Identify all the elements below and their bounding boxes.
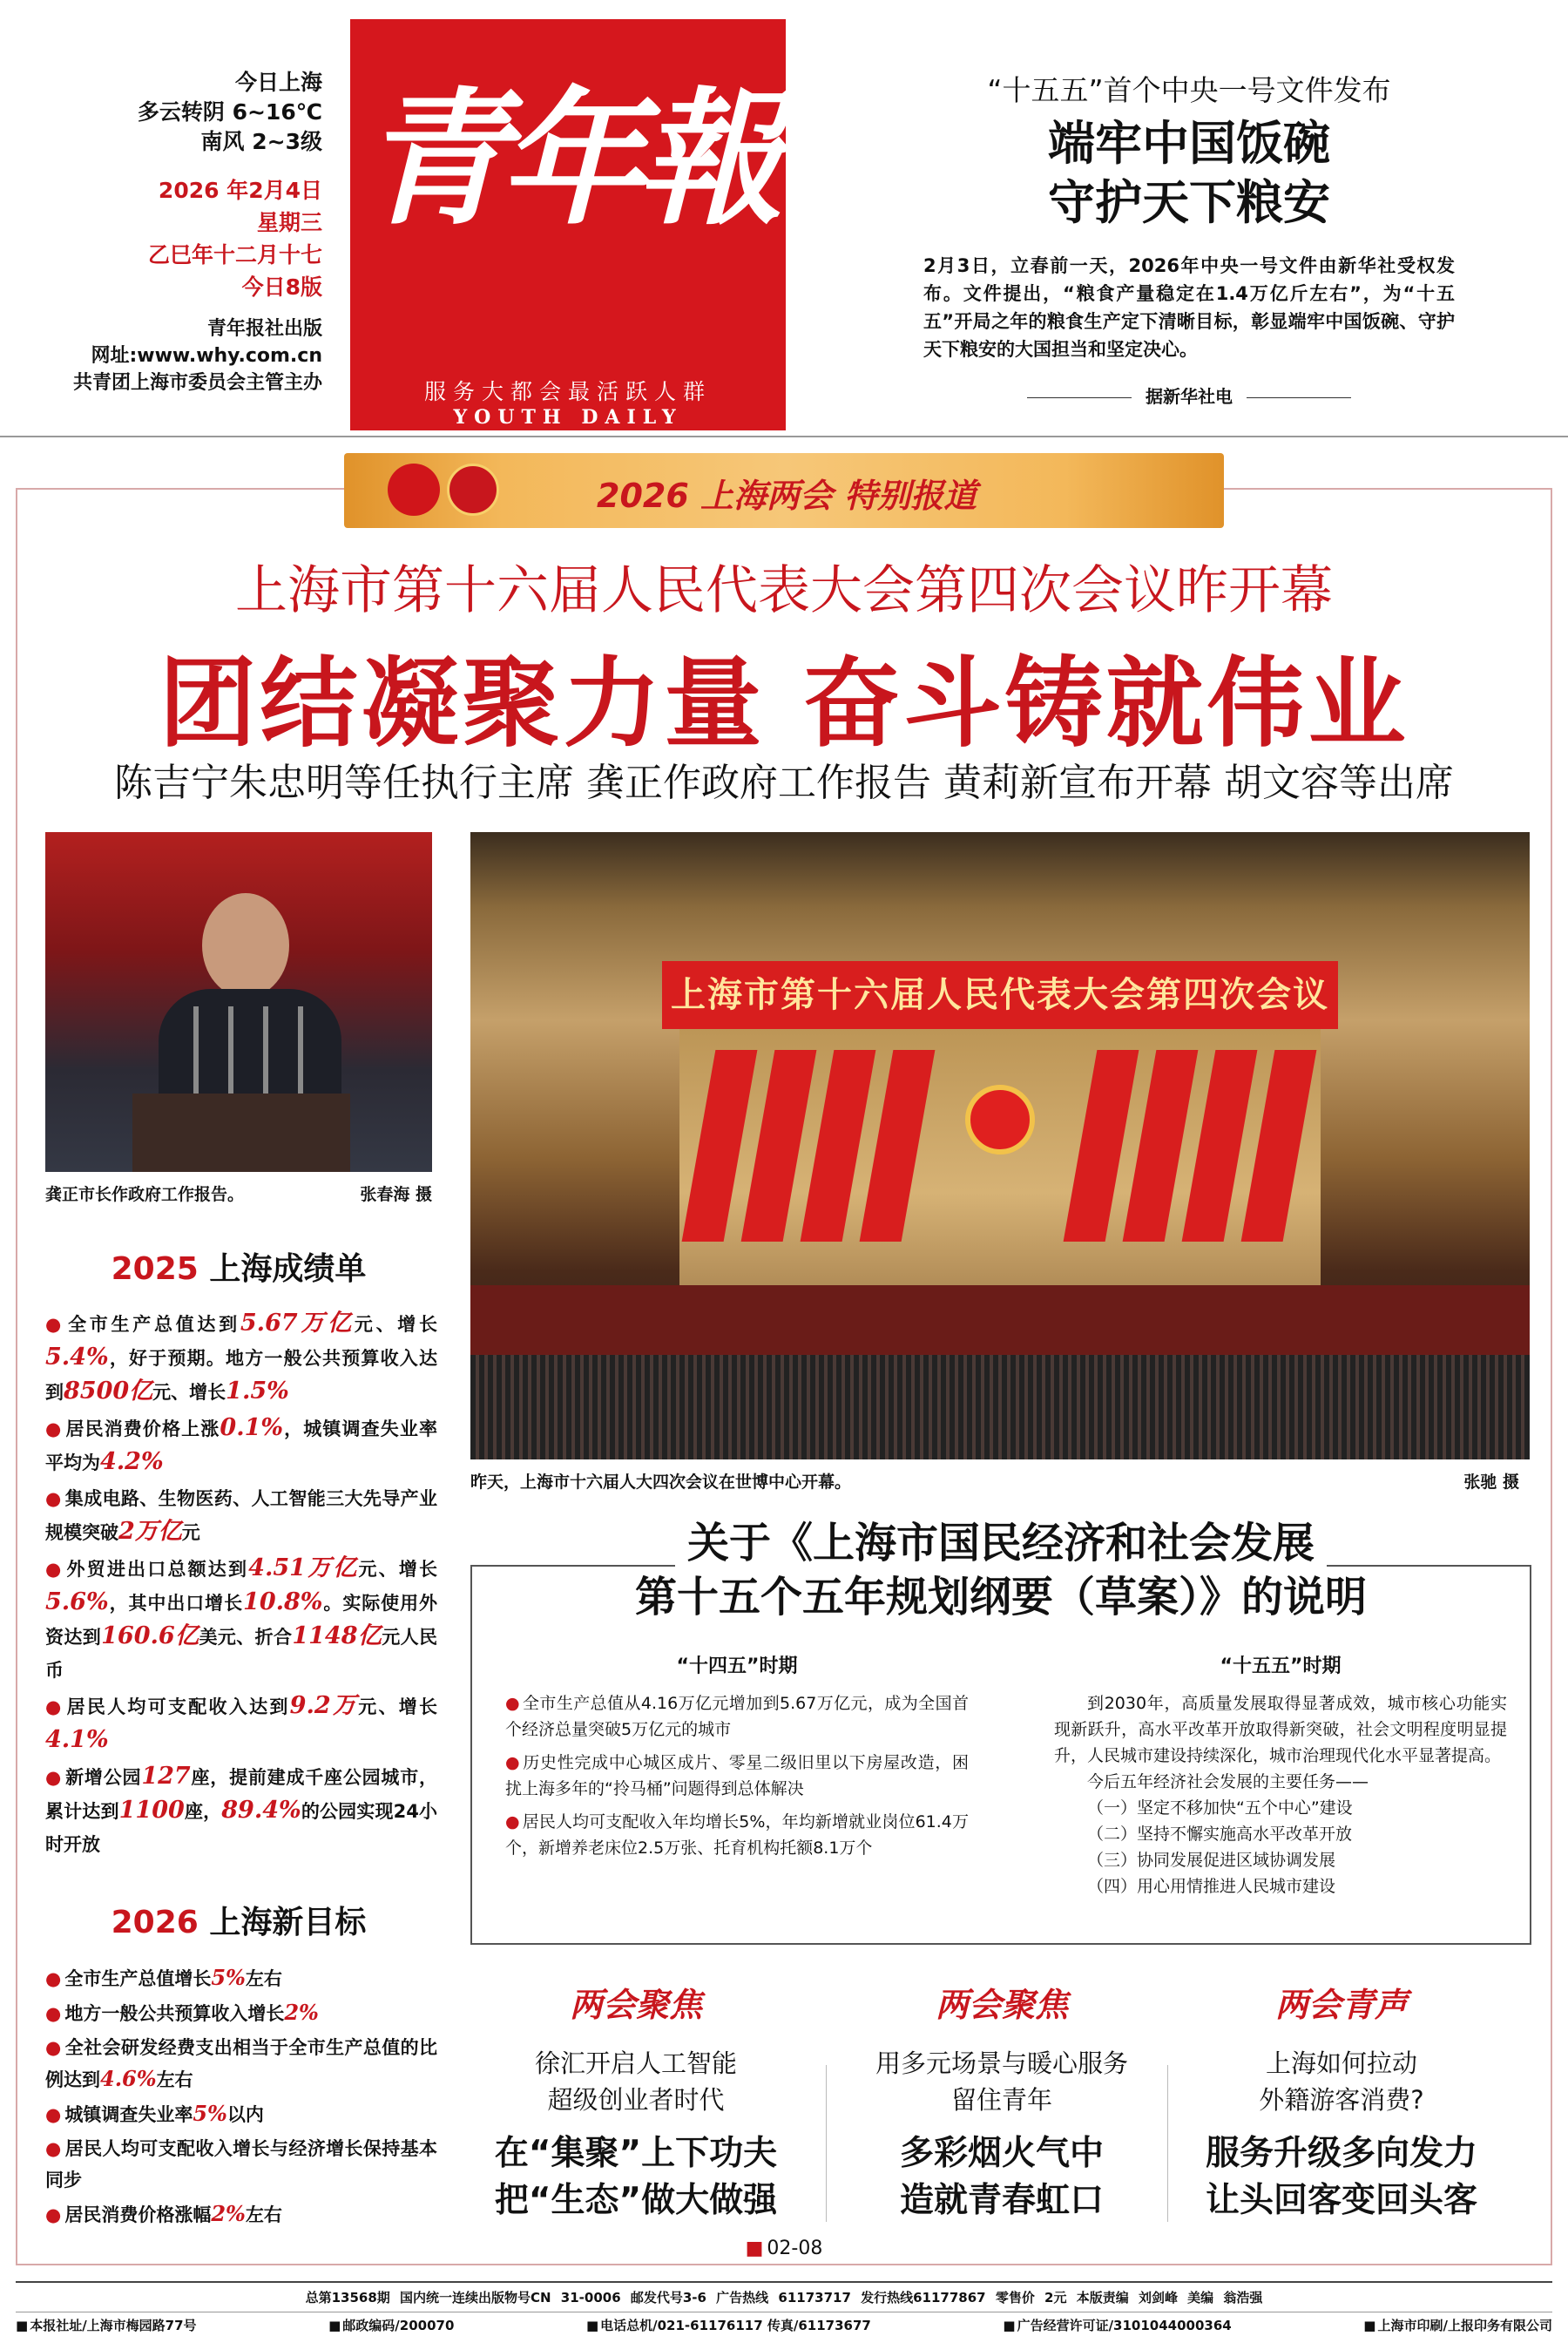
fact-text: 。实际使用外资达到 — [45, 1593, 438, 1648]
imprint-item: ■ 邮政编码/200070 — [328, 2316, 454, 2334]
highlight-figure: 5.4% — [45, 1344, 109, 1371]
imprint-item: ■ 电话总机/021-61176117 传真/61173677 — [586, 2316, 871, 2334]
fact-text: ，好于预期。地方一般公共预算收入达到 — [45, 1348, 437, 1403]
highlight-figure: 127 — [141, 1763, 191, 1790]
weather-block — [35, 68, 322, 157]
list-item: ● 全市生产总值从4.16万亿元增加到5.67万亿元，成为全国首个经济总量突破5万亿元的城市 — [505, 1690, 969, 1743]
fact-text: 全市生产总值达到 — [68, 1314, 240, 1335]
focus-headline — [836, 2130, 1167, 2224]
subtitle-line: 留住青年 — [950, 2085, 1052, 2115]
fact-item — [45, 1760, 437, 1861]
logo-english: YOUTH DAILY — [453, 406, 683, 429]
column-divider — [826, 2065, 827, 2222]
fact-text: 左右 — [245, 1968, 282, 1989]
fact-text: 元、增长 — [358, 1559, 438, 1580]
fact-text: 居民消费价格上涨 — [65, 1419, 220, 1439]
national-emblem-icon — [388, 464, 440, 516]
publisher-line: 网址:www.why.com.cn — [91, 345, 322, 367]
fifteenth-plan-column — [1054, 1654, 1507, 1899]
subtitle-line: 超级创业者时代 — [547, 2085, 725, 2115]
highlight-figure: 1148亿 — [292, 1622, 382, 1649]
fact-text: 居民人均可支配收入增长与经济增长保持基本同步 — [45, 2138, 438, 2190]
column-paragraph: 到2030年，高质量发展取得显著成效，城市核心功能实现新跃升，高水平改革开放取得新突破，社会文明程度明显提升，人民城市建设持续深化，城市治理现代化水平显著提高。 — [1054, 1694, 1507, 1765]
task-item: （一）坚定不移加快“五个中心”建设 — [1087, 1798, 1353, 1818]
focus-headline — [470, 2130, 801, 2224]
caption-text: 昨天，上海市十六届人大四次会议在世博中心开幕。 — [470, 1473, 852, 1492]
highlight-figure: 1.5% — [226, 1378, 289, 1405]
focus-teaser[interactable] — [470, 1978, 801, 2224]
fact-text: 元、增长 — [358, 1696, 438, 1717]
fact-item — [45, 1482, 437, 1549]
plan-explanation-title — [470, 1516, 1531, 1624]
lead-subhead: 陈吉宁朱忠明等任执行主席 龚正作政府工作报告 黄莉新宣布开幕 胡文容等出席 — [114, 761, 1454, 805]
top-article-kicker: “十五五”首个中央一号文件发布 — [987, 73, 1391, 107]
focus-tag: 两会聚焦 — [935, 1986, 1068, 2024]
fact-item — [45, 2098, 437, 2130]
imprint-item: ■ 广告经营许可证/3101044000364 — [1003, 2316, 1231, 2334]
fact-item — [45, 1997, 437, 2029]
highlight-figure: 9.2万 — [289, 1692, 359, 1719]
fact-text: 全社会研发经费支出相当于全市生产总值的比例达到 — [45, 2037, 438, 2090]
hall-rostrum — [470, 1285, 1530, 1355]
list-item: ● 居民人均可支配收入年均增长5%，年均新增就业岗位61.4万个，新增养老床位2.5万张、托育机构托额8.1万个 — [505, 1809, 969, 1861]
hall-banner: 上海市第十六届人民代表大会第四次会议 — [662, 961, 1338, 1029]
mayor-speech-photo — [45, 832, 432, 1172]
subtitle-line: 用多元场景与暖心服务 — [875, 2048, 1128, 2078]
caption-text: 龚正市长作政府工作报告。 — [45, 1185, 245, 1204]
focus-subtitle — [1176, 2045, 1507, 2118]
fact-text: 左右 — [245, 2204, 282, 2225]
fact-text: 元人民币 — [45, 1627, 438, 1681]
highlight-figure: 5% — [193, 2101, 227, 2126]
task-item: （四）用心用情推进人民城市建设 — [1087, 1877, 1336, 1896]
highlight-figure: 10.8% — [243, 1588, 323, 1615]
cppcc-emblem-icon — [447, 464, 499, 516]
highlight-figure: 160.6亿 — [101, 1622, 199, 1649]
headline-line: 在“集聚”上下功夫 — [494, 2134, 778, 2173]
subtitle-line: 上海如何拉动 — [1265, 2048, 1417, 2078]
section-year: 2026 — [111, 1905, 199, 1940]
photo-credit: 张驰 摄 — [1463, 1473, 1519, 1492]
focus-subtitle — [470, 2045, 801, 2118]
highlight-figure: 5% — [211, 1965, 246, 1990]
fact-text: 居民消费价格涨幅 — [64, 2204, 212, 2225]
highlight-figure: 2% — [211, 2201, 246, 2226]
weather-line: 多云转阴 6~16℃ — [137, 99, 322, 125]
fact-text: 座， — [184, 1801, 222, 1822]
fact-item — [45, 1307, 437, 1409]
fact-text: 全市生产总值增长 — [64, 1968, 212, 1989]
task-item: （三）协同发展促进区域协调发展 — [1087, 1851, 1336, 1870]
headline-line: 服务升级多向发力 — [1205, 2134, 1477, 2173]
subtitle-line: 徐汇开启人工智能 — [534, 2048, 737, 2078]
hall-audience — [470, 1355, 1530, 1459]
focus-teaser[interactable] — [836, 1978, 1167, 2224]
results-2025-title — [45, 1244, 432, 1289]
fact-text: 座，提前建成千座公园城市，累计达到 — [45, 1767, 438, 1822]
small-photo-caption — [45, 1182, 432, 1205]
imprint-item: ■ 上海市印刷/上报印务有限公司 — [1363, 2316, 1552, 2334]
highlight-figure: 0.1% — [220, 1414, 284, 1441]
column-divider — [1167, 2065, 1168, 2222]
page-range: ■ 02-08 — [746, 2238, 823, 2259]
highlight-figure: 1100 — [118, 1797, 185, 1824]
fact-item — [45, 2032, 437, 2096]
lead-headline: 团结凝聚力量 奋斗铸就伟业 — [159, 647, 1409, 761]
focus-tag: 两会青声 — [1274, 1986, 1408, 2024]
fact-text: 外贸进出口总额达到 — [66, 1559, 249, 1580]
fact-text: 的公园实现24小时开放 — [45, 1801, 437, 1855]
fact-text: 元、增长 — [152, 1382, 226, 1403]
masthead-info — [35, 68, 322, 396]
column-paragraph: 今后五年经济社会发展的主要任务—— — [1087, 1772, 1369, 1791]
headline-line: 造就青春虹口 — [899, 2181, 1104, 2220]
fact-text: ，城镇调查失业率平均为 — [45, 1419, 438, 1473]
targets-2026-title — [45, 1898, 432, 1942]
national-emblem-icon — [965, 1085, 1035, 1154]
date-line: 今日8版 — [241, 274, 322, 300]
top-article-body: 2月3日，立春前一天，2026年中央一号文件由新华社受权发布。文件提出，“粮食产量稳定在1.4万亿斤左右”，为“十五五”开局之年的粮食生产定下清晰目标，彰显端牢中国饭碗、守护天下粮安的大国担当和坚定决心。 — [923, 255, 1455, 360]
fact-text: 元 — [181, 1522, 200, 1543]
highlight-figure: 4.1% — [45, 1726, 109, 1753]
imprint-item: ■ 本报社址/上海市梅园路77号 — [16, 2316, 197, 2334]
results-2025-list — [45, 1307, 437, 1864]
imprint-line: 总第13568期 国内统一连续出版物号CN 31-0006 邮发代号3-6 广告热线 61173717 发行热线61177867 零售价 2元 本版责编 刘剑峰 美编 翁浩强 — [305, 2290, 1263, 2306]
targets-2026-list — [45, 1962, 437, 2233]
list-item: ● 历史性完成中心城区成片、零星二级旧里以下房屋改造，困扰上海多年的“拎马桶”问题得到总体解决 — [505, 1750, 969, 1802]
special-report-banner — [344, 453, 1224, 528]
top-article-headline — [923, 114, 1455, 233]
fact-text: 元、增长 — [354, 1314, 438, 1335]
date-block — [35, 174, 322, 303]
headline-line: 把“生态”做大做强 — [494, 2181, 778, 2220]
photo-credit: 张春海 摄 — [360, 1185, 432, 1204]
page-reference — [0, 2238, 1568, 2259]
highlight-figure: 5.67万亿 — [240, 1310, 355, 1337]
highlight-figure: 5.6% — [45, 1588, 109, 1615]
masthead-divider — [0, 436, 1568, 437]
fact-item — [45, 1962, 437, 1994]
fact-text: 居民人均可支配收入达到 — [66, 1696, 290, 1717]
photo-podium — [132, 1094, 350, 1172]
fact-text: 新增公园 — [65, 1767, 142, 1788]
congress-hall-photo — [470, 832, 1530, 1459]
highlight-figure: 8500亿 — [64, 1378, 153, 1405]
publisher-line: 共青团上海市委员会主管主办 — [72, 372, 322, 394]
weather-line: 南风 2~3级 — [200, 129, 322, 154]
logo-brand: 青年報 — [362, 72, 774, 245]
publisher-block — [35, 315, 322, 396]
highlight-figure: 2万亿 — [118, 1518, 182, 1545]
fact-text: 美元、折合 — [199, 1627, 293, 1648]
highlight-figure: 4.51万亿 — [248, 1554, 359, 1581]
section-title: 上海新目标 — [209, 1905, 367, 1940]
headline-line: 端牢中国饭碗 — [1048, 116, 1330, 171]
headline-line: 多彩烟火气中 — [899, 2134, 1104, 2173]
fact-item — [45, 1412, 437, 1479]
highlight-figure: 4.2% — [100, 1448, 164, 1475]
fourteenth-plan-column — [505, 1654, 969, 1868]
headline-line: 守护天下粮安 — [1048, 175, 1330, 230]
title-line: 第十五个五年规划纲要（草案）》的说明 — [623, 1573, 1379, 1622]
focus-subtitle — [836, 2045, 1167, 2118]
banner-text: 2026 上海两会 特别报道 — [597, 477, 977, 515]
top-article — [923, 68, 1455, 408]
column-heading: “十五五”时期 — [1220, 1656, 1342, 1677]
date-line: 乙巳年十二月十七 — [147, 242, 322, 267]
highlight-figure: 89.4% — [221, 1797, 301, 1824]
imprint-footer — [16, 2281, 1552, 2334]
weather-line: 今日上海 — [234, 70, 322, 95]
fact-item — [45, 2133, 437, 2196]
fact-text: 地方一般公共预算收入增长 — [64, 2003, 285, 2024]
fact-text: 城镇调查失业率 — [64, 2104, 193, 2125]
newspaper-logo — [350, 19, 786, 430]
main-photo-caption — [470, 1469, 1530, 1493]
photo-figure-head — [202, 893, 289, 998]
headline-line: 让头回客变回头客 — [1205, 2181, 1477, 2220]
title-line: 关于《上海市国民经济和社会发展 — [675, 1519, 1327, 1567]
logo-slogan: 服务大都会最活跃人群 — [423, 379, 712, 404]
task-item: （二）坚持不懈实施高水平改革开放 — [1087, 1825, 1353, 1844]
top-article-source: 据新华社电 — [923, 383, 1455, 408]
highlight-figure: 2% — [284, 2000, 319, 2025]
focus-teaser[interactable] — [1176, 1978, 1507, 2224]
fact-item — [45, 2198, 437, 2231]
section-year: 2025 — [111, 1251, 199, 1287]
section-title: 上海成绩单 — [209, 1251, 367, 1287]
fact-text: 左右 — [156, 2069, 193, 2090]
date-line: 2026 年2月4日 — [158, 178, 322, 203]
date-line: 星期三 — [256, 210, 322, 235]
fact-text: 以内 — [226, 2104, 264, 2125]
fact-text: 集成电路、生物医药、人工智能三大先导产业规模突破 — [45, 1488, 438, 1543]
fact-item — [45, 1689, 437, 1757]
focus-headline — [1176, 2130, 1507, 2224]
subtitle-line: 外籍游客消费? — [1259, 2085, 1424, 2115]
fact-text: ，其中出口增长 — [108, 1593, 244, 1614]
fact-item — [45, 1552, 437, 1687]
lead-kicker: 上海市第十六届人民代表大会第四次会议昨开幕 — [235, 560, 1333, 621]
highlight-figure: 4.6% — [100, 2066, 157, 2091]
publisher-line: 青年报社出版 — [206, 318, 322, 340]
focus-tag: 两会聚焦 — [569, 1986, 702, 2024]
imprint-contacts — [16, 2312, 1552, 2334]
column-heading: “十四五”时期 — [676, 1656, 798, 1677]
